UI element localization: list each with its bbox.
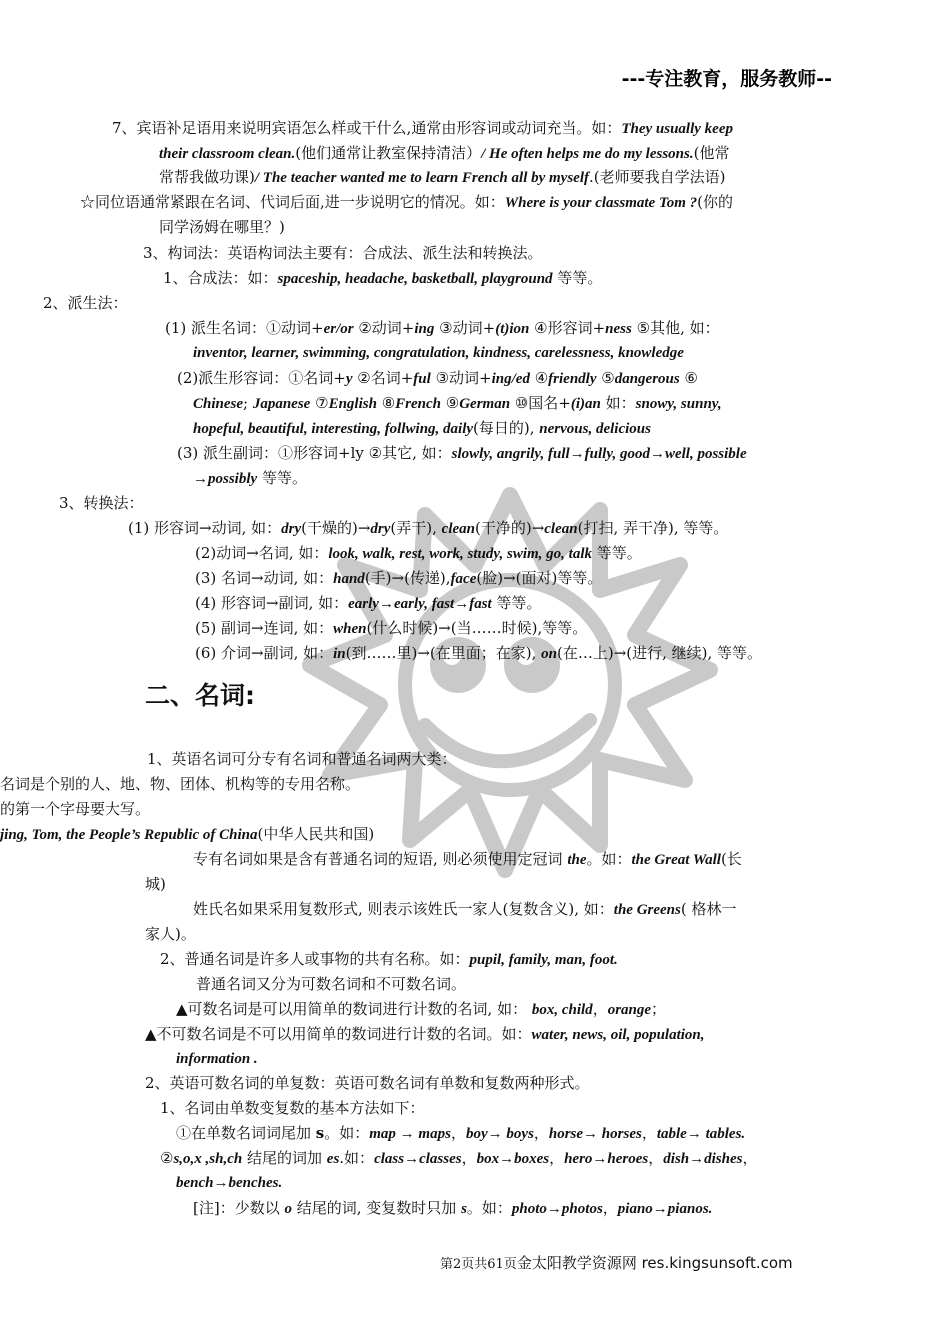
text: (6) 介词→副词, 如：	[195, 644, 334, 662]
text: ;	[243, 394, 253, 412]
example: hand	[333, 571, 365, 587]
text-line	[177, 443, 747, 464]
text-line	[176, 999, 666, 1020]
text: ④	[529, 369, 549, 387]
text: (4) 形容词→副词, 如：	[195, 594, 349, 612]
site-name: 金太阳教学资源网 res.kingsunsoft.com	[516, 1254, 793, 1272]
text-line	[145, 1024, 705, 1045]
text: 等等。	[592, 544, 642, 562]
example-line: bench→benches.	[176, 1175, 283, 1191]
text: ⑩国名+	[510, 394, 571, 412]
example: horse→ horses	[548, 1126, 642, 1142]
example: s	[461, 1201, 467, 1217]
text-line: 同学汤姆在哪里？)	[159, 218, 285, 236]
text: 等等。	[552, 269, 603, 287]
text-line	[193, 393, 722, 414]
text: 2、普通名词是许多人或事物的共有名称。如：	[160, 950, 470, 968]
text: ( 格林一	[680, 900, 737, 918]
example: friendly	[548, 371, 597, 387]
example: English	[328, 396, 377, 412]
example: dry	[370, 521, 391, 537]
text: 7、宾语补足语用来说明宾语怎么样或干什么,通常由形容词或动词充当。如：	[112, 119, 622, 137]
text: ，	[742, 1149, 758, 1167]
text-line	[160, 949, 618, 970]
text: ；	[651, 1000, 667, 1018]
example: hopeful, beautiful, interesting, follwing, daily	[193, 421, 474, 437]
text-line: 普通名词又分为可数名词和不可数名词。	[196, 975, 467, 993]
example: (i)an	[570, 396, 601, 412]
text: (打扫, 弄干净), 等等。	[577, 519, 729, 537]
text: ，	[648, 1149, 664, 1167]
text: 结尾的词, 变复数时只加	[291, 1199, 462, 1217]
text: (手)→(传递),	[364, 569, 451, 587]
text: 。如：	[324, 1124, 370, 1142]
text: (长	[720, 850, 742, 868]
text: (1) 派生名词：①动词+	[165, 319, 324, 337]
example: orange	[607, 1002, 652, 1018]
text: ⑦	[310, 394, 329, 412]
header-slogan: ---专注教育，服务教师--	[621, 68, 832, 90]
text: 姓氏名如果采用复数形式, 则表示该姓氏一家人(复数含义), 如：	[193, 900, 614, 918]
text: (2)动词→名词, 如：	[195, 544, 329, 562]
example: box→boxes	[476, 1151, 550, 1167]
example: snowy, sunny,	[635, 396, 722, 412]
text: ③动词+	[430, 369, 492, 387]
example: y	[345, 371, 353, 387]
text: (脸)→(面对)等等。	[476, 569, 603, 587]
text: ①在单数名词词尾加	[176, 1124, 316, 1142]
example: boy→ boys	[465, 1126, 534, 1142]
text: (他们通常让教室保持清洁）	[295, 144, 482, 162]
text-line	[195, 643, 762, 664]
text: ，	[450, 1124, 466, 1142]
text: ④形容词+	[529, 319, 606, 337]
example: nervous, delicious	[539, 421, 651, 437]
text-line	[195, 618, 587, 639]
text-line: 1、名词由单数变复数的基本方法如下：	[160, 1099, 425, 1117]
text: (在…上)→(进行, 继续), 等等。	[557, 644, 763, 662]
text: ，	[549, 1149, 565, 1167]
text: (弄干),	[390, 519, 442, 537]
text-line	[193, 418, 651, 439]
text: ⑨	[441, 394, 460, 412]
example: They usually keep	[621, 121, 733, 137]
example: Where is your classmate Tom ?	[504, 195, 698, 211]
example: es	[326, 1151, 340, 1167]
example: water, news, oil, population,	[531, 1027, 705, 1043]
example: clean	[441, 521, 475, 537]
example: their classroom clean.	[159, 146, 296, 162]
text: 等等。	[257, 469, 307, 487]
text-line	[195, 593, 542, 614]
text: ②	[160, 1149, 174, 1167]
text: ②名词+	[352, 369, 414, 387]
text: (3) 名词→动词, 如：	[195, 569, 334, 587]
example-line: inventor, learner, swimming, congratulation, kindness, carelessness, knowledge	[193, 345, 684, 361]
text: ☆同位语通常紧跟在名词、代词后面,进一步说明它的情况。如：	[80, 193, 505, 211]
text: .(老师要我自学法语)	[589, 168, 726, 186]
example: ing	[414, 321, 435, 337]
example: box, child	[531, 1002, 593, 1018]
text: ⑧	[376, 394, 396, 412]
example: clean	[544, 521, 578, 537]
text-line	[177, 368, 698, 389]
text-line	[195, 543, 642, 564]
text: (3) 派生副词：①形容词+ly ②其它, 如：	[177, 444, 452, 462]
example: table→ tables.	[656, 1126, 746, 1142]
example: slowly, angrily, full→fully, good→well, possible	[451, 446, 747, 462]
example: in	[333, 646, 346, 662]
example: ing/ed	[491, 371, 530, 387]
section-title: 3、构词法：英语构词法主要有：合成法、派生法和转换法。	[143, 244, 543, 262]
example: French	[395, 396, 441, 412]
text-line	[193, 899, 737, 920]
example-line: information .	[176, 1051, 258, 1067]
text-line: 名词是个别的人、地、物、团体、机构等的专用名称。	[0, 775, 361, 793]
text: ，	[592, 1000, 608, 1018]
example: →possibly	[193, 471, 258, 487]
text-line	[80, 192, 733, 213]
section-heading: 二、名词:	[145, 681, 255, 710]
text: 1、合成法：如：	[163, 269, 278, 287]
text-line	[128, 518, 728, 539]
text: (什么时候)→(当……时候),等等。	[366, 619, 588, 637]
example: ful	[413, 371, 431, 387]
example: German	[459, 396, 511, 412]
text-line	[163, 268, 602, 289]
section-title: 3、转换法：	[59, 494, 144, 512]
example: the	[567, 852, 587, 868]
text: ▲不可数名词是不可以用简单的数词进行计数的名词。如：	[145, 1025, 532, 1043]
example: look, walk, rest, work, study, swim, go, talk	[328, 546, 593, 562]
example: dry	[281, 521, 302, 537]
text: (到……里)→(在里面；在家),	[345, 644, 542, 662]
text-line: 城)	[145, 875, 166, 893]
text: (干净的)→	[474, 519, 545, 537]
text-line	[160, 1148, 758, 1169]
example: pupil, family, man, foot.	[469, 952, 618, 968]
example: map → maps	[369, 1126, 451, 1142]
example: dish→dishes	[663, 1151, 743, 1167]
text: ⑤	[596, 369, 615, 387]
text-line	[193, 468, 307, 489]
example: spaceship, headache, basketball, playground	[277, 271, 553, 287]
example: s	[315, 1124, 325, 1142]
text: (他常	[693, 144, 730, 162]
text: ▲可数名词是可以用简单的数词进行计数的名词, 如：	[176, 1000, 532, 1018]
section-title: 2、派生法：	[43, 294, 128, 312]
text: ，	[602, 1199, 618, 1217]
example: piano→pianos.	[617, 1201, 713, 1217]
text-line	[176, 1123, 745, 1144]
text: ⑤其他, 如：	[631, 319, 720, 337]
text: (2)派生形容词：①名词+	[177, 369, 346, 387]
example: Chinese	[193, 396, 244, 412]
example: on	[541, 646, 557, 662]
example: o	[284, 1201, 292, 1217]
text: 。如：	[586, 850, 632, 868]
example: the Great Wall	[631, 852, 721, 868]
text: (你的	[697, 193, 734, 211]
example: early→early, fast→fast	[348, 596, 492, 612]
example: er/or	[323, 321, 354, 337]
text: 如：	[600, 394, 636, 412]
text: ②动词+	[353, 319, 415, 337]
text: 专有名词如果是含有普通名词的短语, 则必须使用定冠词	[193, 850, 568, 868]
text: ，	[461, 1149, 477, 1167]
text-line	[0, 824, 374, 845]
text: (干燥的)→	[301, 519, 371, 537]
example: jing, Tom, the People’s Republic of China	[0, 827, 258, 843]
example: s,o,x ,sh,ch	[173, 1151, 243, 1167]
text-line	[195, 568, 602, 589]
example: face	[450, 571, 477, 587]
example: photo→photos	[511, 1201, 603, 1217]
text-line	[193, 1198, 712, 1219]
text: [注]：少数以	[193, 1199, 285, 1217]
example: (t)ion	[495, 321, 530, 337]
text-line	[159, 143, 729, 164]
example: dangerous	[614, 371, 680, 387]
text: 常帮我做功课)	[159, 168, 255, 186]
page-number: 第2页共61页	[440, 1257, 517, 1272]
text-line: 1、英语名词可分专有名词和普通名词两大类：	[147, 750, 457, 768]
example: ness	[605, 321, 632, 337]
text-line: 家人)。	[145, 925, 196, 943]
example: / He often helps me do my lessons.	[481, 146, 694, 162]
text: ③动词+	[434, 319, 496, 337]
text: ⑥	[679, 369, 698, 387]
text: (5) 副词→连词, 如：	[195, 619, 334, 637]
text: 结尾的词加	[242, 1149, 327, 1167]
example: hero→heroes	[564, 1151, 649, 1167]
example: when	[333, 621, 367, 637]
text: ，	[533, 1124, 549, 1142]
example: the Greens	[613, 902, 681, 918]
text-line	[165, 318, 720, 339]
text-line: 的第一个字母要大写。	[0, 800, 151, 818]
example: class→classes	[374, 1151, 462, 1167]
example: / The teacher wanted me to learn French all by myself	[254, 170, 589, 186]
text-line: 2、英语可数名词的单复数：英语可数名词有单数和复数两种形式。	[145, 1074, 590, 1092]
example: Japanese	[252, 396, 311, 412]
text: 。如：	[466, 1199, 512, 1217]
text: (中华人民共和国)	[257, 825, 375, 843]
text: (1) 形容词→动词, 如：	[128, 519, 282, 537]
text-line	[193, 849, 742, 870]
text: (每日的),	[473, 419, 540, 437]
text: 等等。	[491, 594, 542, 612]
text-line	[112, 118, 733, 139]
footer	[440, 1252, 793, 1273]
text: ，	[641, 1124, 657, 1142]
text-line	[159, 167, 725, 188]
text: .如：	[339, 1149, 375, 1167]
